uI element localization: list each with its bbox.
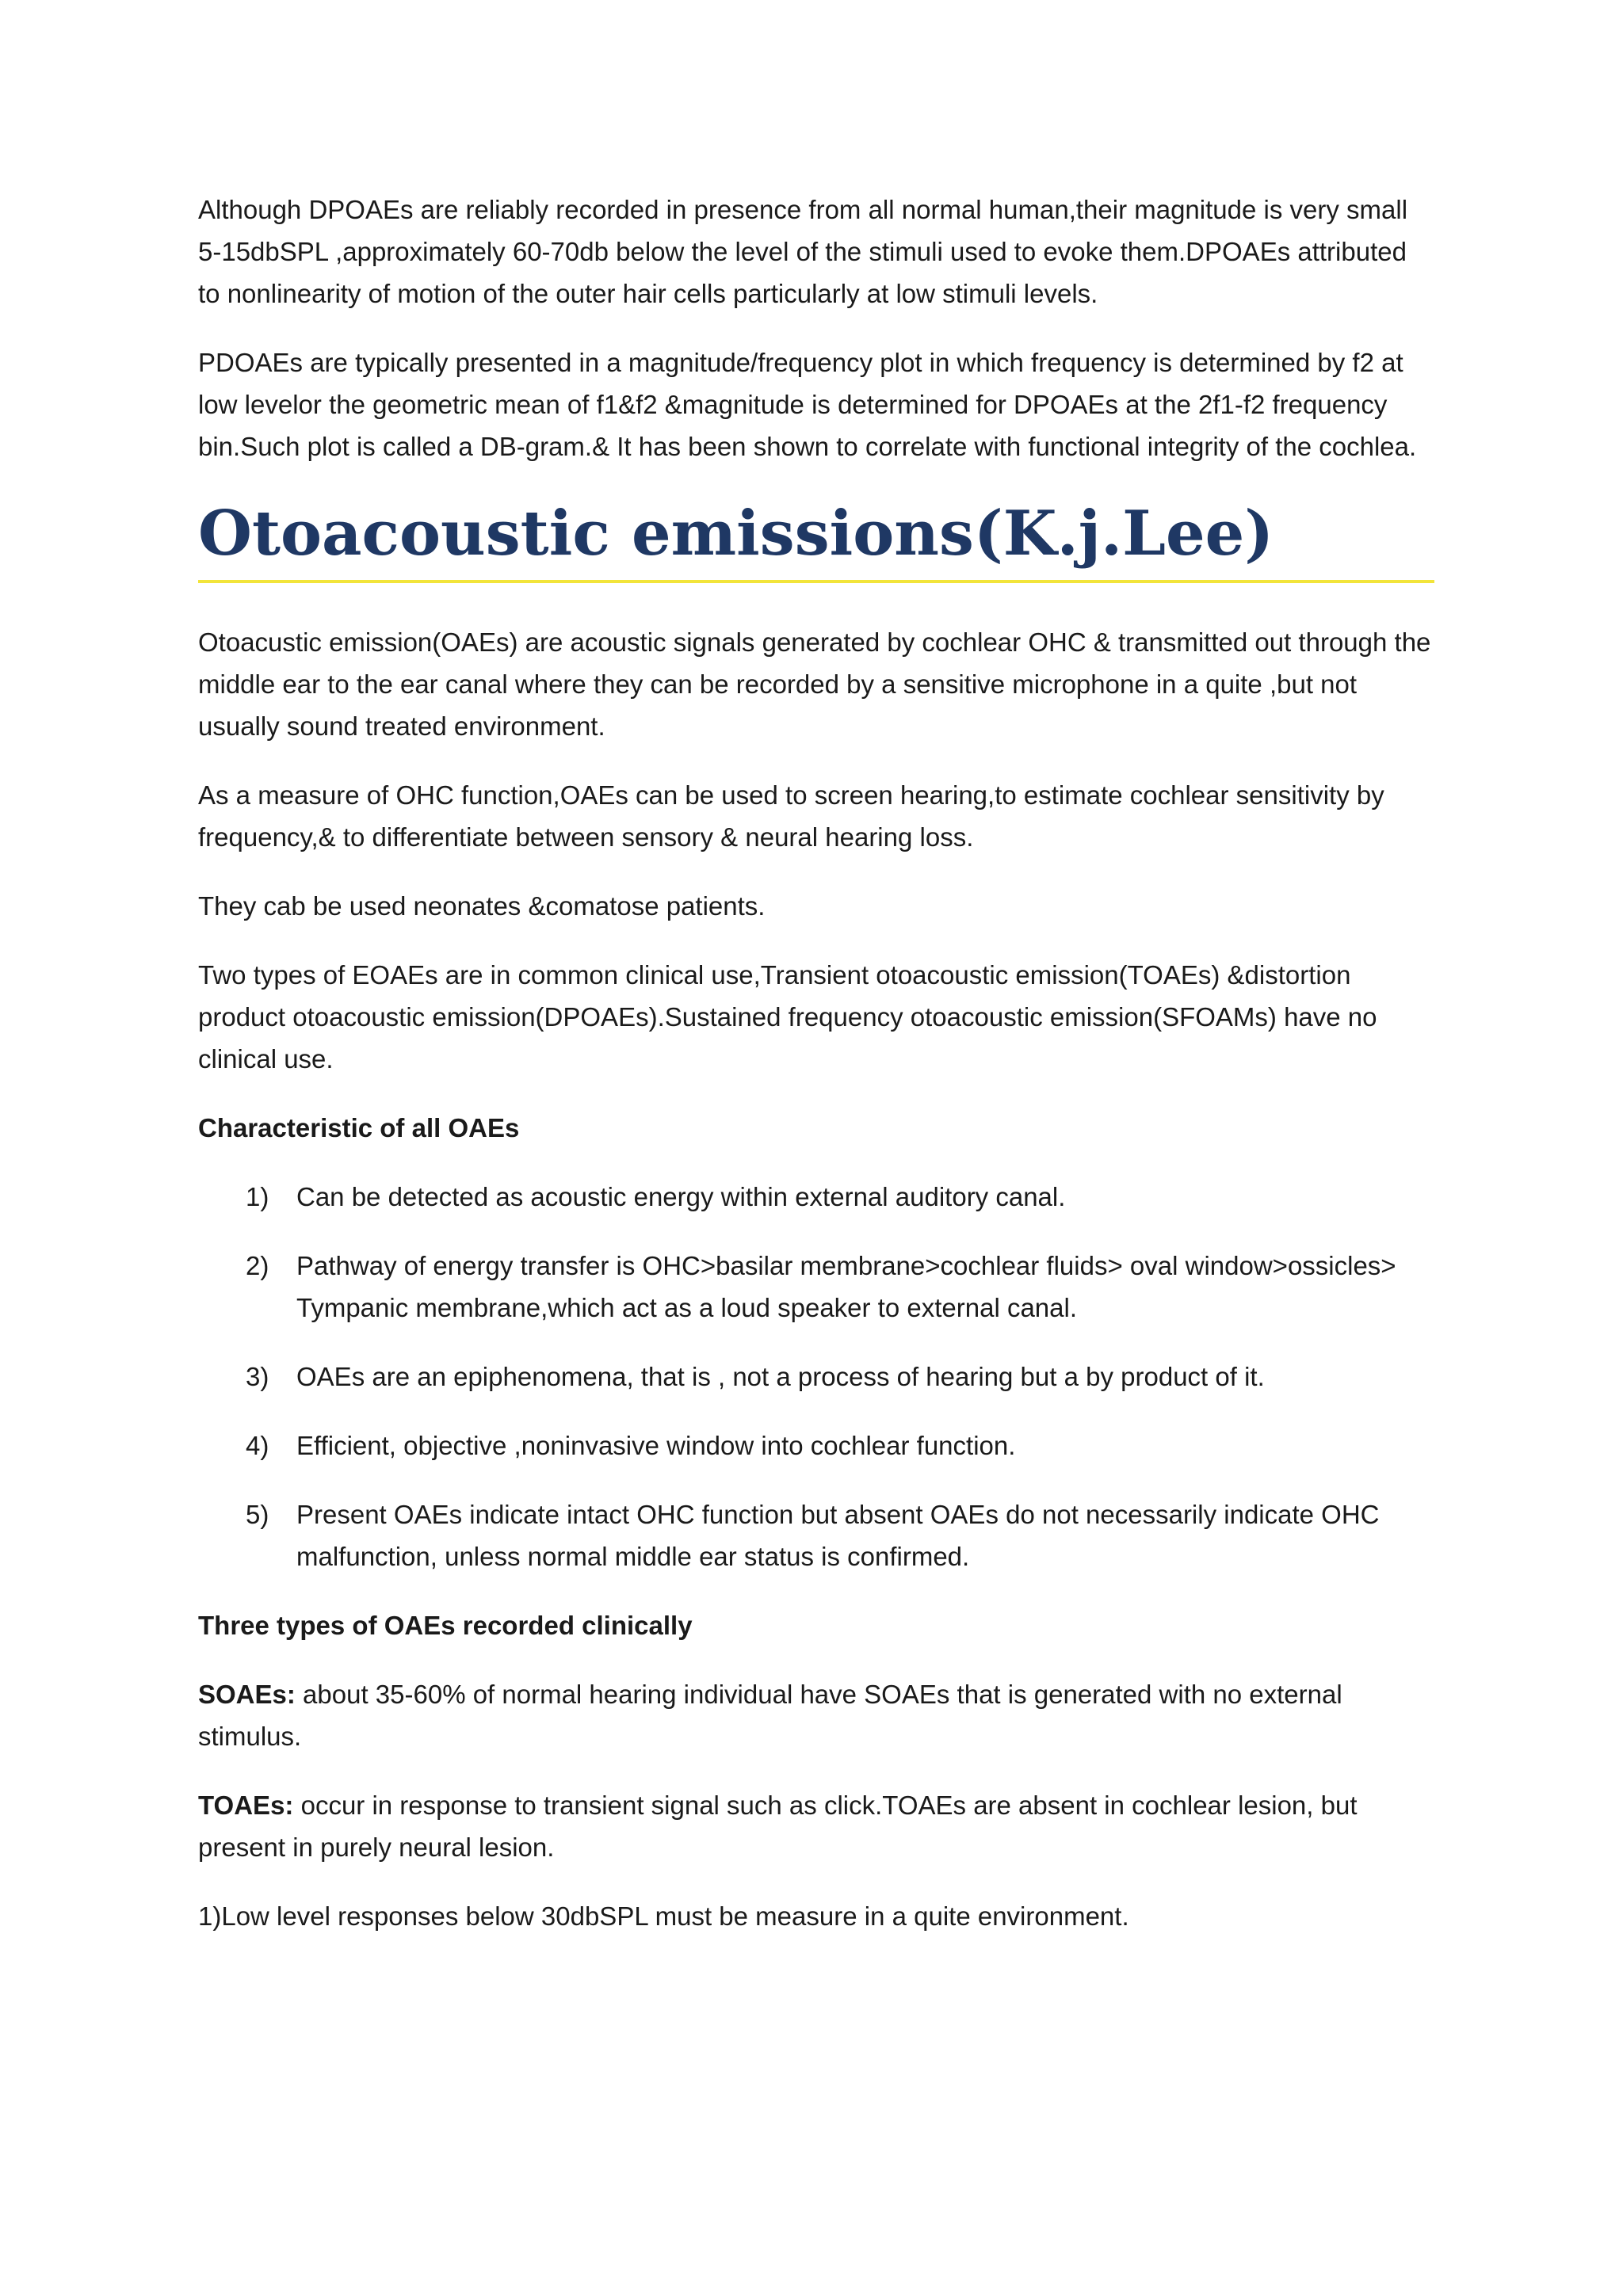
list-item-text: OAEs are an epiphenomena, that is , not a process of hearing but a by product of it. bbox=[296, 1362, 1265, 1391]
toaes-text: occur in response to transient signal such as click.TOAEs are absent in cochlear lesion, but present in purely neural lesion. bbox=[198, 1791, 1358, 1862]
soaes-label: SOAEs: bbox=[198, 1680, 296, 1709]
toaes-label: TOAEs: bbox=[198, 1791, 294, 1820]
list-item-text: Pathway of energy transfer is OHC>basilar membrane>cochlear fluids> oval window>ossicles> Tympanic membrane,which act as a loud speaker to external canal. bbox=[296, 1251, 1396, 1322]
toaes-note-1: 1)Low level responses below 30dbSPL must be measure in a quite environment. bbox=[198, 1901, 1129, 1931]
section-paragraph-1: Otoacustic emission(OAEs) are acoustic signals generated by cochlear OHC & transmitted out through the middle ear to the ear canal where they can be recorded by a sensitive microphone in a quite ,but not usually sound treated environment. bbox=[198, 627, 1431, 741]
toaes-paragraph bbox=[198, 1784, 1434, 1868]
list-item-text: Can be detected as acoustic energy within external auditory canal. bbox=[296, 1182, 1066, 1211]
section-paragraph-3: They cab be used neonates &comatose patients. bbox=[198, 891, 766, 921]
list-item bbox=[198, 1425, 1434, 1466]
list-item-number: 4) bbox=[246, 1431, 269, 1460]
list-item-number: 5) bbox=[246, 1500, 269, 1529]
characteristics-list bbox=[198, 1176, 1434, 1577]
list-item-number: 1) bbox=[246, 1182, 269, 1211]
soaes-text: about 35-60% of normal hearing individual have SOAEs that is generated with no external stimulus. bbox=[198, 1680, 1342, 1751]
soaes-paragraph bbox=[198, 1673, 1434, 1757]
list-item bbox=[198, 1356, 1434, 1398]
section-paragraph-2: As a measure of OHC function,OAEs can be used to screen hearing,to estimate cochlear sensitivity by frequency,& to differentiate between sensory & neural hearing loss. bbox=[198, 780, 1384, 852]
section-heading: Otoacoustic emissions(K.j.Lee) bbox=[198, 494, 1434, 583]
list-item-text: Present OAEs indicate intact OHC function but absent OAEs do not necessarily indicate OHC malfunction, unless normal middle ear status is confirmed. bbox=[296, 1500, 1380, 1571]
intro-paragraph-1: Although DPOAEs are reliably recorded in presence from all normal human,their magnitude is very small 5-15dbSPL ,approximately 60-70db below the level of the stimuli used to evoke them.DPOAEs attributed to nonlinearity of motion of the outer hair cells particularly at low stimuli levels. bbox=[198, 195, 1408, 308]
section-paragraph-4: Two types of EOAEs are in common clinical use,Transient otoacoustic emission(TOAEs) &distortion product otoacoustic emission(DPOAEs).Sustained frequency otoacoustic emission(SFOAMs) have no clinical use. bbox=[198, 960, 1377, 1074]
list-item bbox=[198, 1176, 1434, 1218]
types-heading: Three types of OAEs recorded clinically bbox=[198, 1611, 693, 1640]
list-item-text: Efficient, objective ,noninvasive window into cochlear function. bbox=[296, 1431, 1016, 1460]
list-item-number: 3) bbox=[246, 1362, 269, 1391]
list-item bbox=[198, 1493, 1434, 1577]
list-item bbox=[198, 1245, 1434, 1329]
characteristics-heading: Characteristic of all OAEs bbox=[198, 1113, 520, 1142]
intro-paragraph-2: PDOAEs are typically presented in a magnitude/frequency plot in which frequency is determined by f2 at low levelor the geometric mean of f1&f2 &magnitude is determined for DPOAEs at the 2f1-f2 frequency bin.Such plot is called a DB-gram.& It has been shown to correlate with functional integrity of the cochlea. bbox=[198, 348, 1417, 461]
list-item-number: 2) bbox=[246, 1251, 269, 1280]
document-page bbox=[198, 189, 1434, 1964]
